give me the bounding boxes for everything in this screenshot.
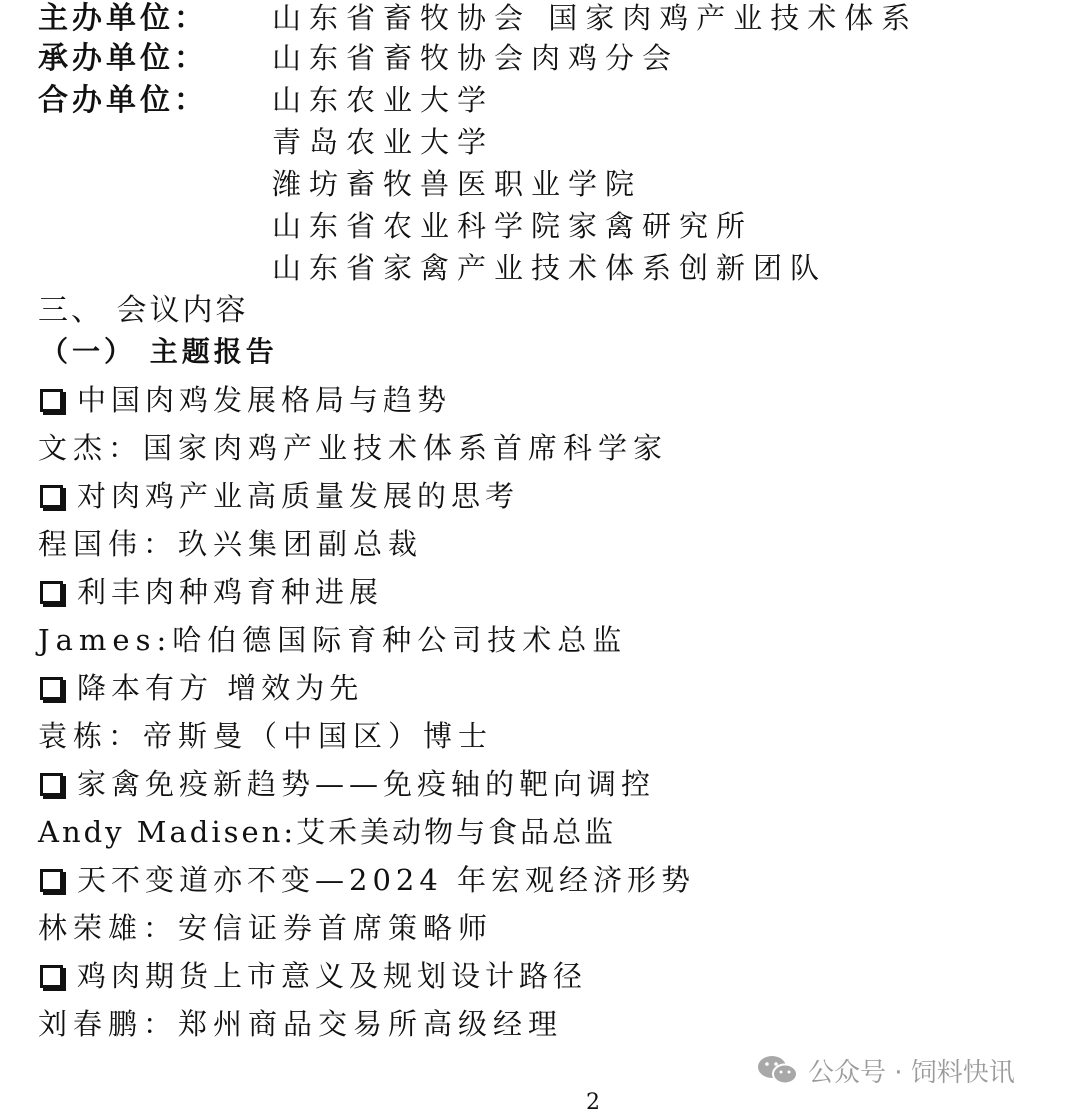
- undertaker-value: 山东省畜牧协会肉鸡分会: [272, 41, 680, 75]
- report-speaker: 程国伟：玖兴集团副总裁: [38, 527, 424, 561]
- checkbox-icon: [40, 389, 63, 412]
- checkbox-icon: [40, 869, 63, 892]
- report-speaker: 文杰：国家肉鸡产业技术体系首席科学家: [38, 431, 669, 465]
- report-topic: [38, 767, 656, 801]
- report-topic: [38, 575, 384, 609]
- watermark-text: 公众号 · 饲料快讯: [808, 1057, 1015, 1088]
- co-organizer-item: 山东省农业科学院家禽研究所: [272, 209, 754, 243]
- page-number: 2: [586, 1090, 600, 1115]
- co-organizer-item: 山东省家禽产业技术体系创新团队: [272, 251, 828, 285]
- report-speaker: 刘春鹏：郑州商品交易所高级经理: [38, 1007, 564, 1041]
- report-topic-text: 家禽免疫新趋势——免疫轴的靶向调控: [77, 767, 656, 801]
- checkbox-icon: [40, 965, 63, 988]
- report-topic-text: 对肉鸡产业高质量发展的思考: [77, 479, 520, 513]
- co-organizer-item: 青岛农业大学: [272, 125, 495, 159]
- wechat-icon: [756, 1053, 800, 1087]
- report-topic: [38, 479, 520, 513]
- report-topic-text: 天不变道亦不变—2024 年宏观经济形势: [77, 863, 696, 897]
- report-topic-text: 中国肉鸡发展格局与趋势: [77, 383, 452, 417]
- host-value: 山东省畜牧协会 国家肉鸡产业技术体系: [272, 1, 919, 35]
- checkbox-icon: [40, 485, 63, 508]
- co-organizer-item: 山东农业大学: [272, 83, 495, 117]
- checkbox-icon: [40, 581, 63, 604]
- watermark: [756, 1050, 1015, 1090]
- checkbox-icon: [40, 677, 63, 700]
- report-topic: [38, 863, 696, 897]
- report-speaker: James:哈伯德国际育种公司技术总监: [38, 623, 628, 657]
- checkbox-icon: [40, 773, 63, 796]
- undertaker-label: 承办单位：: [38, 41, 208, 76]
- report-topic-text: 降本有方 增效为先: [77, 671, 364, 705]
- co-organizer-item: 潍坊畜牧兽医职业学院: [272, 167, 643, 201]
- report-speaker: 林荣雄：安信证券首席策略师: [38, 911, 494, 945]
- report-topic-text: 利丰肉种鸡育种进展: [77, 575, 384, 609]
- report-speaker: 袁栋：帝斯曼（中国区）博士: [38, 719, 494, 753]
- report-topic: [38, 959, 588, 993]
- report-speaker: Andy Madisen:艾禾美动物与食品总监: [38, 815, 617, 849]
- report-topic: [38, 671, 364, 705]
- co-organizer-label: 合办单位：: [38, 83, 208, 118]
- subsection-title: （一） 主题报告: [40, 335, 278, 368]
- section-title: 三、 会议内容: [38, 293, 249, 328]
- report-topic: [38, 383, 452, 417]
- report-topic-text: 鸡肉期货上市意义及规划设计路径: [77, 959, 588, 993]
- host-label: 主办单位：: [38, 1, 208, 36]
